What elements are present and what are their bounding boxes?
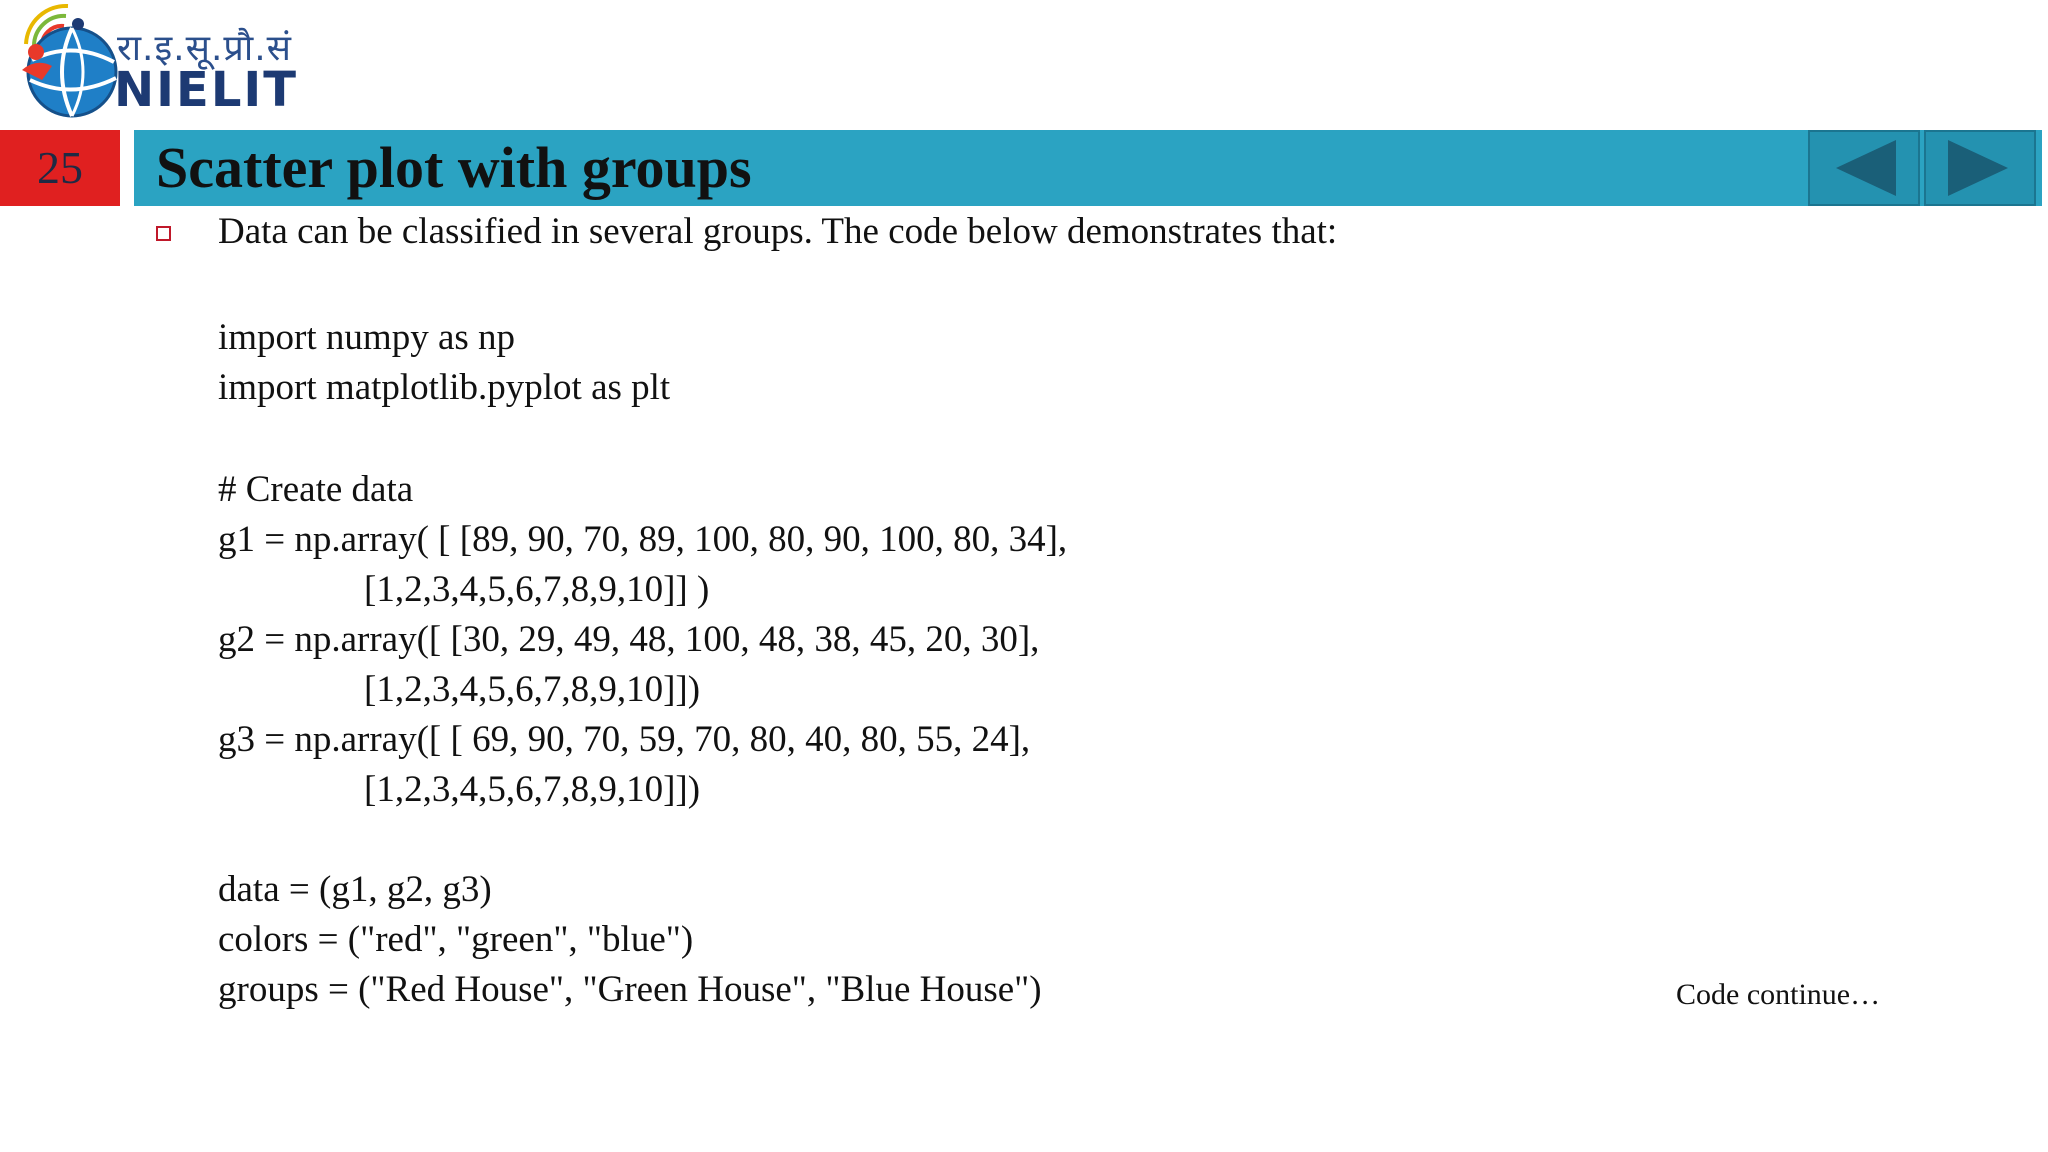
code-line-groups: groups = ("Red House", "Green House", "Blue House") bbox=[218, 969, 1042, 1010]
code-line-g1-values: g1 = np.array( [ [89, 90, 70, 89, 100, 80, 90, 100, 80, 34], bbox=[218, 519, 1068, 560]
logo-hindi-text: रा.इ.सू.प्रौ.सं bbox=[117, 28, 292, 69]
code-line-g3-index: [1,2,3,4,5,6,7,8,9,10]]) bbox=[364, 769, 701, 810]
code-line-g1-index: [1,2,3,4,5,6,7,8,9,10]] ) bbox=[364, 569, 710, 610]
code-continue-note: Code continue… bbox=[1676, 978, 1881, 1011]
slide-title: Scatter plot with groups bbox=[156, 135, 752, 200]
code-line-import-numpy: import numpy as np bbox=[218, 317, 516, 358]
code-line-g3-values: g3 = np.array([ [ 69, 90, 70, 59, 70, 80, 40, 80, 55, 24], bbox=[218, 719, 1031, 760]
logo-name: NIELIT bbox=[114, 62, 299, 118]
code-line-g2-index: [1,2,3,4,5,6,7,8,9,10]]) bbox=[364, 669, 701, 710]
code-line-import-matplotlib: import matplotlib.pyplot as plt bbox=[218, 367, 671, 408]
code-line-data: data = (g1, g2, g3) bbox=[218, 869, 492, 910]
code-line-colors: colors = ("red", "green", "blue") bbox=[218, 919, 694, 960]
intro-text: Data can be classified in several groups. The code below demonstrates that: bbox=[218, 211, 1338, 252]
slide-number: 25 bbox=[0, 130, 120, 206]
square-bullet-icon bbox=[156, 226, 171, 241]
code-line-g2-values: g2 = np.array([ [30, 29, 49, 48, 100, 48, 38, 45, 20, 30], bbox=[218, 619, 1040, 660]
code-line-comment: # Create data bbox=[218, 469, 414, 510]
